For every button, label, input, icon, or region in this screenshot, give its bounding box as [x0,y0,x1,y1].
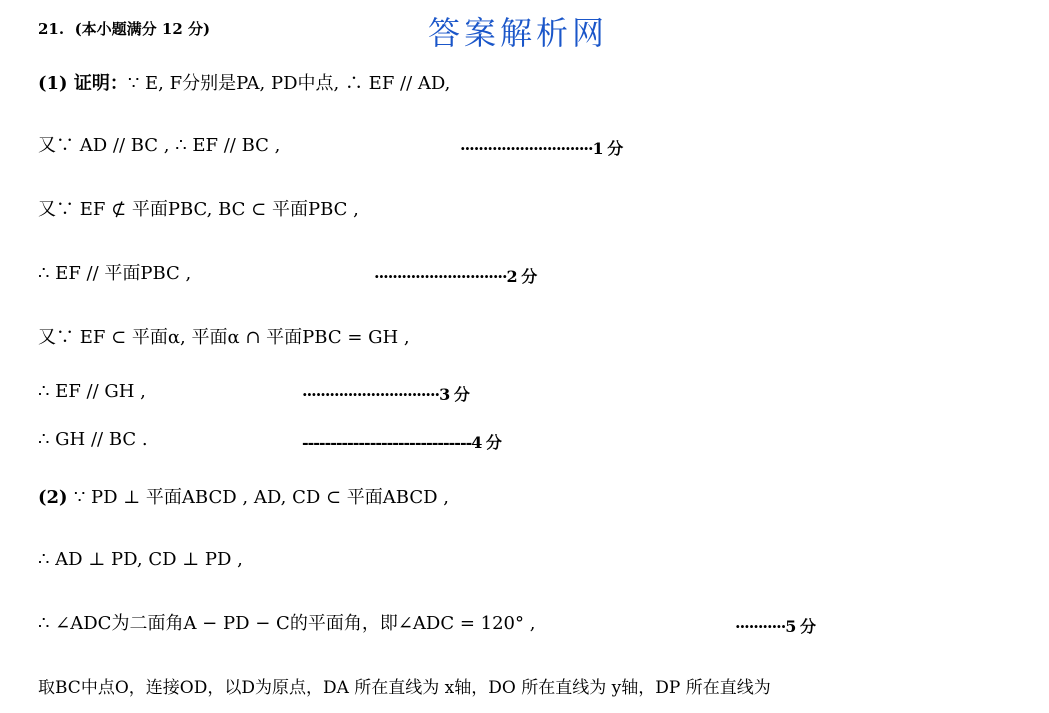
proof-line-4 [38,262,191,286]
proof-line-10 [38,612,535,636]
score-marker-5: ···········5 分 [735,617,815,636]
site-watermark: 答案解析网 [428,14,609,52]
question-number [38,18,210,39]
score-marker-4: ------------------------------4 分 [302,433,501,452]
proof-label: (1) 证明： [38,73,128,94]
line-text: ∴ ∠ADC为二面角A − PD − C的平面角，即∠ADC = 120° , [38,613,536,634]
proof-line-6 [38,380,146,404]
proof-line-9 [38,548,243,572]
line-text: 取BC中点O，连接OD，以D为原点，DA 所在直线为 x轴，DO 所在直线为 y轴，DP 所在直线为 [38,678,771,698]
proof-line-2 [38,134,280,158]
line-text: ∵ E, F分别是PA, PD中点, ∴ EF // AD, [127,73,451,94]
proof-line-7 [38,428,148,452]
score-marker-1: ·····························1 分 [460,139,623,158]
line-text: ∴ EF // GH , [38,381,146,402]
proof-line-8 [38,486,449,510]
score-marker-2: ·····························2 分 [374,267,537,286]
proof-line-3 [38,198,359,222]
line-text: ∴ GH // BC . [38,429,148,450]
question-index: 21. [38,20,65,38]
line-text: 又∵ EF ⊂ 平面α, 平面α ∩ 平面PBC = GH , [38,327,410,348]
proof-line-1 [38,72,450,96]
line-text: ∴ EF // 平面PBC , [38,263,192,284]
part-label: (2) [38,487,74,508]
line-text: 又∵ EF ⊄ 平面PBC, BC ⊂ 平面PBC , [38,199,359,220]
proof-line-5 [38,326,410,350]
score-marker-3: ······························3 分 [302,385,469,404]
line-text: 又∵ AD // BC , ∴ EF // BC , [38,135,281,156]
proof-line-11 [38,676,771,700]
question-score: (本小题满分 12 分) [74,20,211,38]
line-text: ∴ AD ⊥ PD, CD ⊥ PD , [38,549,243,570]
line-text: ∵ PD ⊥ 平面ABCD , AD, CD ⊂ 平面ABCD , [73,487,450,508]
